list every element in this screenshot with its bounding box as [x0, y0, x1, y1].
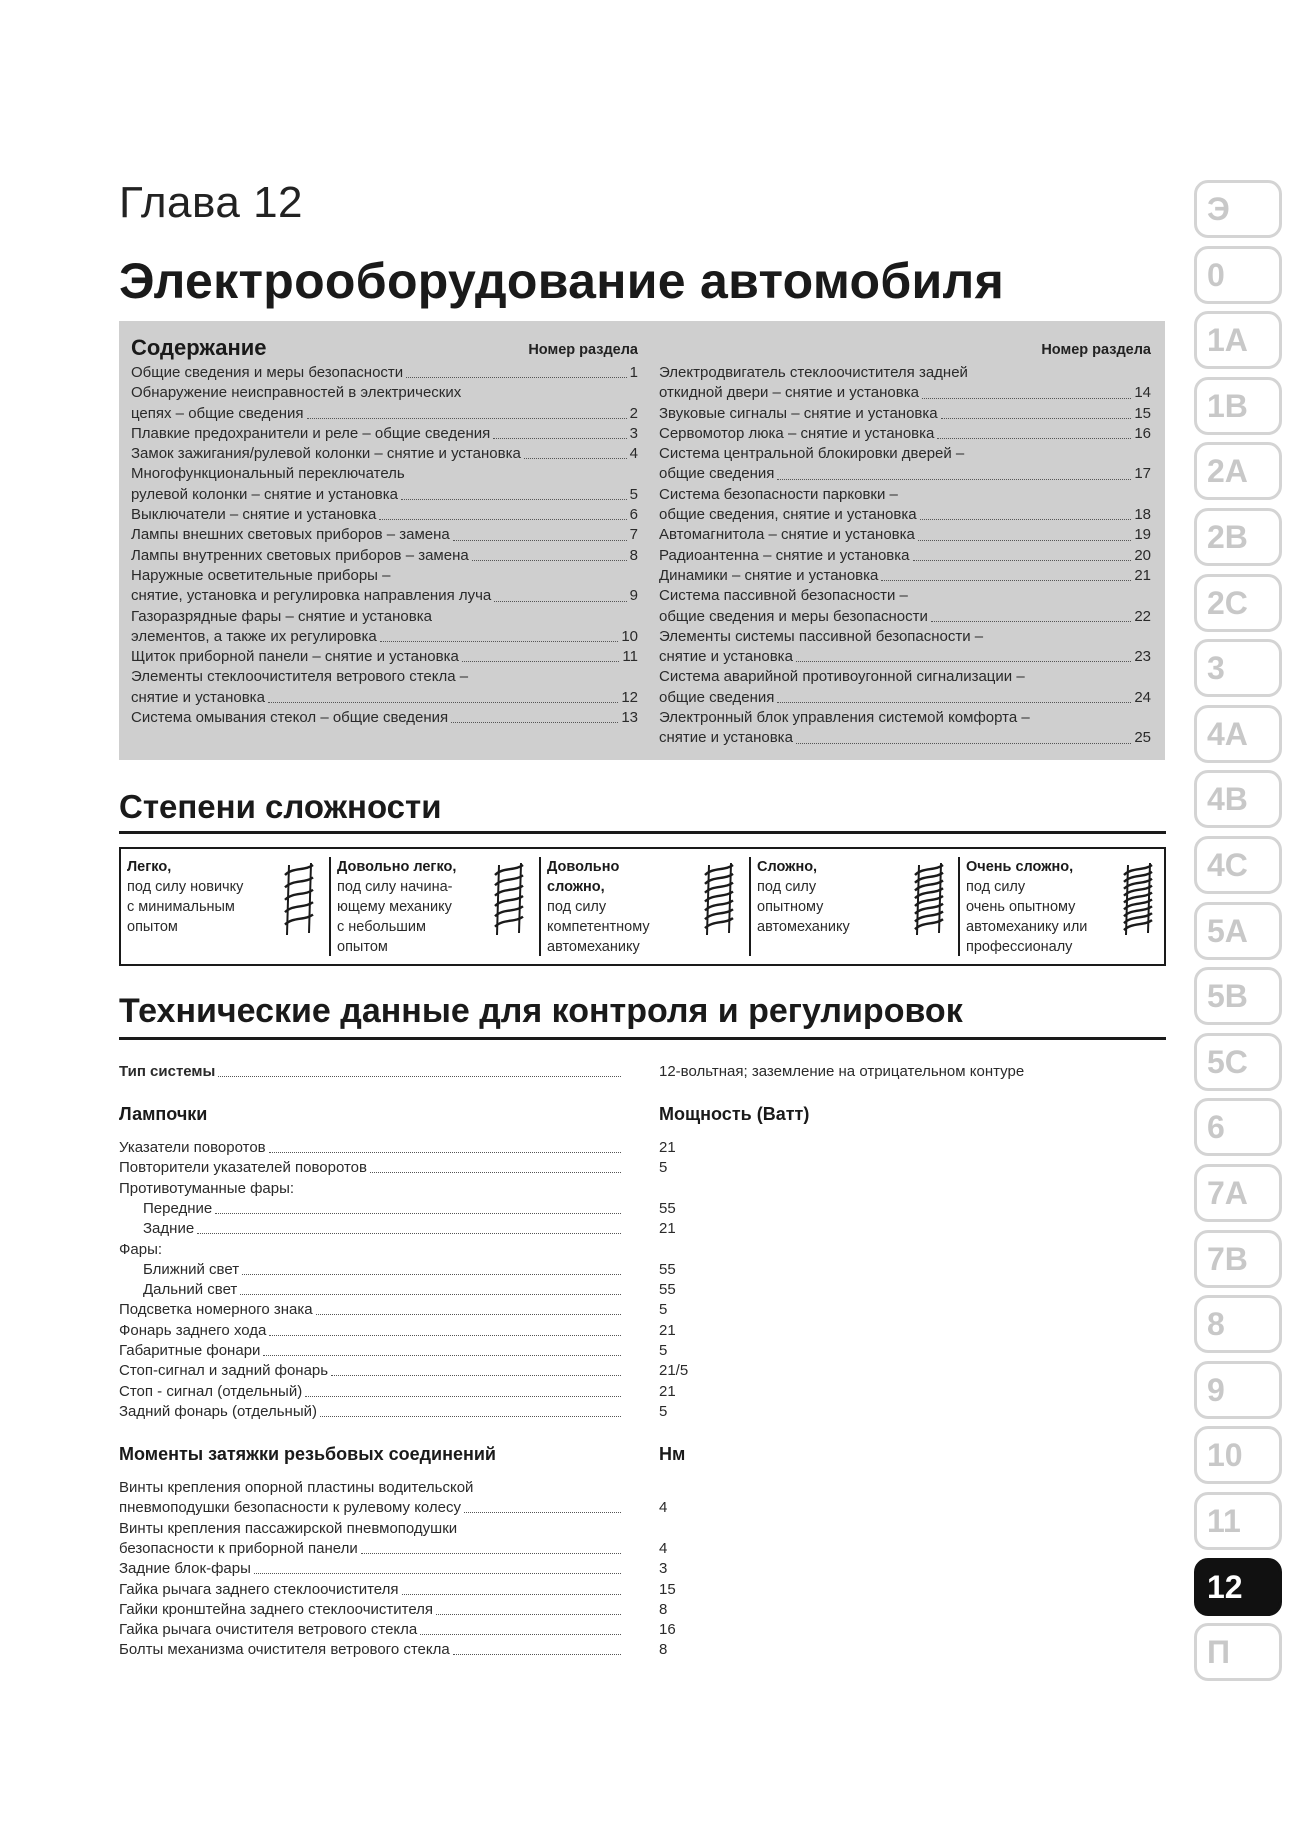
difficulty-description: опытному	[757, 899, 824, 915]
dot-leader	[402, 1580, 622, 1595]
dot-leader	[472, 546, 627, 561]
row-label-wrap	[119, 1138, 624, 1158]
contents-entry-number: 7	[629, 526, 638, 544]
row-value: 5	[659, 1301, 668, 1319]
spanner-coil-icon	[909, 861, 949, 939]
contents-entry-text: Система аварийной противоугонной сигнализации –	[659, 668, 1025, 686]
chapter-tab[interactable]: 3	[1194, 639, 1282, 697]
dot-leader	[401, 485, 627, 500]
chapter-label: Глава 12	[119, 178, 304, 227]
dot-leader	[269, 1321, 621, 1336]
row-value: 55	[659, 1260, 676, 1278]
row-value: 55	[659, 1199, 676, 1217]
row-label: Винты крепления опорной пластины водительской	[119, 1479, 474, 1496]
contents-entry-number: 16	[1134, 424, 1151, 442]
difficulty-description: ющему механику	[337, 899, 452, 915]
dot-leader	[937, 424, 1131, 439]
row-label: Задний фонарь (отдельный)	[119, 1402, 317, 1420]
difficulty-name: Довольно легко,	[337, 859, 457, 875]
difficulty-description: опытом	[127, 919, 178, 935]
difficulty-description: с минимальным	[127, 899, 235, 915]
contents-entry-text: Радиоантенна – снятие и установка	[659, 546, 910, 564]
row-value: 21	[659, 1321, 676, 1339]
contents-entry	[131, 708, 638, 728]
contents-entry-text: Общие сведения и меры безопасности	[131, 364, 404, 381]
contents-entry-number: 20	[1134, 546, 1151, 564]
difficulty-separator	[329, 857, 331, 956]
contents-entry	[659, 647, 1151, 667]
dot-leader	[464, 1498, 621, 1513]
dot-leader	[215, 1199, 621, 1214]
contents-entry-number: 4	[629, 445, 638, 463]
chapter-tab[interactable]: 10	[1194, 1426, 1282, 1484]
contents-column-label: Номер раздела	[1041, 342, 1151, 358]
contents-entry-text: рулевой колонки – снятие и установка	[131, 485, 398, 503]
dot-leader	[307, 404, 627, 419]
contents-entry-text: откидной двери – снятие и установка	[659, 384, 919, 402]
dot-leader	[269, 1138, 621, 1153]
contents-entry	[659, 525, 1151, 545]
row-label-wrap	[119, 1158, 624, 1178]
row-value: 4	[659, 1499, 668, 1517]
row-value: 21/5	[659, 1362, 689, 1380]
contents-entry	[659, 383, 1151, 403]
chapter-tab[interactable]: П	[1194, 1623, 1282, 1681]
row-label: Фары:	[119, 1240, 163, 1258]
row-label: Противотуманные фары:	[119, 1179, 295, 1197]
contents-entry-text: Звуковые сигналы – снятие и установка	[659, 404, 938, 422]
contents-entry-number: 19	[1134, 526, 1151, 544]
torque-value-heading: Нм	[659, 1444, 686, 1464]
contents-entry	[659, 404, 1151, 424]
row-label-wrap	[119, 1620, 624, 1640]
contents-entry-text: снятие, установка и регулировка направления луча	[131, 587, 492, 605]
contents-entry	[659, 464, 1151, 484]
dot-leader	[218, 1062, 621, 1077]
dot-leader	[451, 708, 618, 723]
dot-leader	[453, 1640, 621, 1655]
contents-entry-text: Автомагнитола – снятие и установка	[659, 526, 915, 544]
contents-entry-text: Элементы стеклоочистителя ветрового стекла –	[131, 668, 469, 686]
difficulty-description: автомеханику	[757, 919, 850, 935]
row-label-wrap	[119, 1640, 624, 1660]
dot-leader	[881, 566, 1131, 581]
contents-entry	[659, 627, 1151, 647]
bulbs-value-heading: Мощность (Ватт)	[659, 1104, 810, 1124]
contents-entry-text: Динамики – снятие и установка	[659, 566, 879, 584]
row-label: Подсветка номерного знака	[119, 1301, 313, 1319]
contents-entry	[131, 485, 638, 505]
contents-list-left	[131, 363, 638, 728]
contents-entry	[131, 566, 638, 586]
row-label-wrap	[119, 1219, 624, 1239]
contents-entry-text: Система пассивной безопасности –	[659, 587, 908, 605]
contents-entry-text: общие сведения, снятие и установка	[659, 506, 917, 524]
dot-leader	[436, 1600, 621, 1615]
row-value: 4	[659, 1539, 668, 1557]
contents-entry-text: Замок зажигания/рулевой колонки – снятие и установка	[131, 445, 521, 463]
contents-entry-text: Выключатели – снятие и установка	[131, 506, 377, 524]
difficulty-title: Степени сложности	[119, 788, 442, 825]
contents-entry-text: общие сведения и меры безопасности	[659, 607, 928, 625]
dot-leader	[406, 363, 626, 378]
dot-leader	[913, 546, 1132, 561]
row-label-wrap	[119, 1382, 624, 1402]
row-label: Стоп - сигнал (отдельный)	[119, 1382, 303, 1400]
bulbs-heading: Лампочки	[119, 1104, 208, 1124]
row-label-wrap	[119, 1300, 624, 1320]
contents-entry-number: 23	[1134, 648, 1151, 666]
row-value: 3	[659, 1560, 668, 1578]
difficulty-name: Очень сложно,	[966, 859, 1074, 875]
row-label-wrap	[119, 1240, 624, 1260]
row-label: Гайки кронштейна заднего стеклоочистителя	[119, 1600, 434, 1618]
contents-entry	[131, 444, 638, 464]
difficulty-description: автомеханику	[547, 939, 640, 955]
dot-leader	[263, 1341, 621, 1356]
row-label-wrap	[119, 1062, 624, 1082]
row-label-wrap	[119, 1600, 624, 1620]
difficulty-name: сложно,	[547, 879, 605, 895]
contents-entry-text: цепях – общие сведения	[131, 404, 304, 422]
row-value: 5	[659, 1342, 668, 1359]
row-label-wrap	[119, 1478, 624, 1498]
row-label: Передние	[143, 1199, 213, 1217]
chapter-tab[interactable]: 0	[1194, 246, 1282, 304]
chapter-tab[interactable]: 6	[1194, 1098, 1282, 1156]
row-label-wrap	[119, 1179, 624, 1199]
chapter-tab[interactable]: 5B	[1194, 967, 1282, 1025]
spanner-coil-icon	[489, 861, 529, 939]
row-label: Гайка рычага заднего стеклоочистителя	[119, 1580, 399, 1598]
dot-leader	[494, 586, 626, 601]
contents-entry	[131, 667, 638, 687]
contents-entry-text: снятие и установка	[131, 688, 265, 706]
spanner-coil-icon	[699, 861, 739, 939]
contents-entry	[659, 424, 1151, 444]
difficulty-description: под силу начина-	[337, 879, 453, 895]
row-label: Задние блок-фары	[119, 1560, 251, 1578]
contents-entry-text: Система омывания стекол – общие сведения	[131, 709, 449, 727]
row-label: Габаритные фонари	[119, 1342, 261, 1359]
row-label: Указатели поворотов	[119, 1139, 266, 1156]
difficulty-description: с небольшим	[337, 919, 426, 935]
difficulty-description: под силу	[757, 879, 817, 895]
contents-entry	[131, 464, 638, 484]
contents-entry	[659, 667, 1151, 687]
contents-list-right	[659, 363, 1151, 749]
contents-entry-number: 25	[1134, 729, 1151, 747]
contents-entry-number: 3	[629, 424, 638, 442]
row-label: Болты механизма очистителя ветрового стекла	[119, 1641, 450, 1659]
difficulty-level	[757, 857, 953, 957]
row-label: Гайка рычага очистителя ветрового стекла	[119, 1621, 418, 1639]
dot-leader	[197, 1219, 621, 1234]
contents-entry-text: Наружные осветительные приборы –	[131, 566, 391, 584]
row-label-wrap	[119, 1321, 624, 1341]
row-label: Задние	[143, 1220, 195, 1238]
row-value: 5	[659, 1402, 668, 1420]
contents-entry-number: 12	[621, 688, 638, 706]
contents-entry-number: 9	[629, 587, 638, 605]
chapter-tab[interactable]: 2A	[1194, 442, 1282, 500]
difficulty-separator	[749, 857, 751, 956]
contents-entry-text: Лампы внутренних световых приборов – замена	[131, 546, 469, 564]
contents-right-column	[659, 331, 1151, 749]
row-label-wrap	[119, 1580, 624, 1600]
contents-title: Содержание	[131, 335, 267, 360]
dot-leader	[920, 505, 1132, 520]
difficulty-description: под силу новичку	[127, 879, 244, 895]
dot-leader	[796, 647, 1131, 662]
dot-leader	[361, 1539, 621, 1554]
dot-leader	[941, 404, 1132, 419]
contents-entry-number: 24	[1134, 688, 1151, 706]
chapter-tab[interactable]: 11	[1194, 1492, 1282, 1550]
row-value: 15	[659, 1580, 676, 1598]
contents-entry	[659, 586, 1151, 606]
contents-entry	[659, 505, 1151, 525]
row-label: Фонарь заднего хода	[119, 1321, 267, 1339]
contents-entry	[131, 525, 638, 545]
difficulty-name: Сложно,	[757, 859, 818, 875]
dot-leader	[453, 525, 627, 540]
row-label: Ближний свет	[143, 1260, 240, 1278]
row-label: Стоп-сигнал и задний фонарь	[119, 1362, 329, 1380]
tech-rule	[119, 1037, 1166, 1040]
contents-entry	[131, 607, 638, 627]
chapter-tab[interactable]: 1B	[1194, 377, 1282, 435]
contents-entry-number: 1	[629, 364, 638, 381]
difficulty-level	[127, 857, 323, 957]
difficulty-description: под силу	[547, 899, 607, 915]
contents-entry	[131, 505, 638, 525]
contents-entry-text: Лампы внешних световых приборов – замена	[131, 526, 450, 544]
row-label: безопасности к приборной панели	[119, 1539, 358, 1557]
contents-entry-number: 14	[1134, 384, 1151, 402]
row-label-wrap	[119, 1199, 624, 1219]
dot-leader	[305, 1382, 621, 1397]
dot-leader	[462, 647, 620, 662]
difficulty-description: профессионалу	[966, 939, 1073, 955]
contents-entry	[659, 566, 1151, 586]
chapter-tab[interactable]: 9	[1194, 1361, 1282, 1419]
contents-entry	[131, 688, 638, 708]
row-label: Дальний свет	[143, 1281, 238, 1299]
difficulty-description: очень опытному	[966, 899, 1076, 915]
chapter-tab[interactable]: 4A	[1194, 705, 1282, 763]
dot-leader	[796, 728, 1131, 743]
contents-entry-text: Электродвигатель стеклоочистителя задней	[659, 364, 968, 381]
contents-entry-text: Многофункциональный переключатель	[131, 465, 405, 483]
contents-entry-number: 5	[629, 485, 638, 503]
contents-entry	[131, 424, 638, 444]
row-value: 55	[659, 1281, 676, 1299]
contents-entry-text: Газоразрядные фары – снятие и установка	[131, 607, 432, 625]
contents-entry-number: 17	[1134, 465, 1151, 483]
difficulty-level	[547, 857, 743, 957]
row-label-wrap	[119, 1402, 624, 1422]
contents-entry-number: 13	[621, 709, 638, 727]
difficulty-description: компетентному	[547, 919, 650, 935]
row-label: Тип системы	[119, 1063, 216, 1080]
contents-entry	[131, 383, 638, 403]
dot-leader	[493, 424, 626, 439]
tech-title: Технические данные для контроля и регулировок	[119, 992, 963, 1030]
dot-leader	[777, 688, 1131, 703]
row-value: 21	[659, 1220, 676, 1238]
contents-entry	[131, 627, 638, 647]
dot-leader	[931, 607, 1131, 622]
torque-heading: Моменты затяжки резьбовых соединений	[119, 1444, 496, 1464]
difficulty-name: Довольно	[547, 859, 620, 875]
row-label-wrap	[119, 1361, 624, 1381]
row-label-wrap	[119, 1498, 624, 1518]
chapter-tab[interactable]: 7A	[1194, 1164, 1282, 1222]
contents-entry	[659, 688, 1151, 708]
dot-leader	[254, 1559, 621, 1574]
contents-entry-number: 21	[1134, 566, 1151, 584]
difficulty-name: Легко,	[127, 859, 172, 875]
contents-entry	[659, 728, 1151, 748]
contents-entry	[131, 363, 638, 383]
contents-box	[119, 321, 1165, 760]
contents-entry-text: снятие и установка	[659, 648, 793, 666]
row-value: 8	[659, 1641, 668, 1659]
contents-entry-number: 15	[1134, 404, 1151, 422]
contents-entry-number: 11	[622, 648, 638, 666]
row-label-wrap	[119, 1559, 624, 1579]
contents-entry-number: 2	[629, 404, 638, 422]
contents-entry-text: Сервомотор люка – снятие и установка	[659, 424, 935, 442]
contents-entry	[659, 444, 1151, 464]
row-value: 21	[659, 1382, 676, 1400]
dot-leader	[268, 688, 618, 703]
dot-leader	[316, 1300, 621, 1315]
difficulty-level	[337, 857, 533, 957]
contents-entry-number: 8	[629, 546, 638, 564]
contents-entry	[659, 607, 1151, 627]
row-label-wrap	[119, 1280, 624, 1300]
dot-leader	[331, 1361, 621, 1376]
dot-leader	[777, 464, 1131, 479]
difficulty-level	[966, 857, 1162, 957]
difficulty-separator	[539, 857, 541, 956]
row-value: 5	[659, 1159, 668, 1177]
contents-entry-number: 18	[1134, 506, 1151, 524]
dot-leader	[380, 627, 619, 642]
contents-entry-text: общие сведения	[659, 465, 775, 483]
row-label-wrap	[119, 1519, 624, 1539]
chapter-tab[interactable]: Э	[1194, 180, 1282, 238]
chapter-tab[interactable]: 4C	[1194, 836, 1282, 894]
chapter-tab[interactable]: 5C	[1194, 1033, 1282, 1091]
row-value: 8	[659, 1600, 668, 1618]
contents-entry-text: Система центральной блокировки дверей –	[659, 445, 965, 463]
contents-entry	[131, 546, 638, 566]
row-value: 16	[659, 1621, 676, 1639]
row-label-wrap	[119, 1341, 624, 1361]
contents-entry-text: Электронный блок управления системой комфорта –	[659, 709, 1030, 727]
chapter-tab[interactable]: 12	[1194, 1558, 1282, 1616]
spanner-coil-icon	[1118, 861, 1158, 939]
chapter-tab[interactable]: 5A	[1194, 902, 1282, 960]
contents-entry	[131, 404, 638, 424]
dot-leader	[242, 1260, 621, 1275]
contents-entry-text: Обнаружение неисправностей в электрических	[131, 384, 462, 402]
row-label: Повторители указателей поворотов	[119, 1159, 367, 1177]
dot-leader	[240, 1280, 621, 1295]
dot-leader	[370, 1158, 621, 1173]
row-label-wrap	[119, 1260, 624, 1280]
chapter-tab[interactable]: 8	[1194, 1295, 1282, 1353]
contents-entry-text: Элементы системы пассивной безопасности –	[659, 627, 984, 645]
chapter-tab[interactable]: 2B	[1194, 508, 1282, 566]
contents-entry-text: снятие и установка	[659, 729, 793, 747]
dot-leader	[320, 1402, 621, 1417]
contents-entry-text: Система безопасности парковки –	[659, 485, 898, 503]
contents-entry	[659, 363, 1151, 383]
row-value: 12-вольтная; заземление на отрицательном контуре	[659, 1063, 1025, 1080]
chapter-tab[interactable]: 2C	[1194, 574, 1282, 632]
dot-leader	[420, 1620, 621, 1635]
difficulty-rule	[119, 831, 1166, 834]
dot-leader	[524, 444, 627, 459]
difficulty-description: опытом	[337, 939, 388, 955]
difficulty-separator	[958, 857, 960, 956]
dot-leader	[379, 505, 626, 520]
contents-entry	[659, 708, 1151, 728]
contents-entry	[659, 546, 1151, 566]
chapter-tab[interactable]: 4B	[1194, 770, 1282, 828]
contents-entry	[131, 647, 638, 667]
dot-leader	[922, 383, 1131, 398]
chapter-title: Электрооборудование автомобиля	[119, 253, 1005, 309]
contents-entry-text: общие сведения	[659, 688, 775, 706]
row-label: Винты крепления пассажирской пневмоподушки	[119, 1519, 458, 1537]
contents-left-column	[131, 331, 638, 728]
contents-entry-number: 6	[629, 506, 638, 524]
difficulty-description: автомеханику или	[966, 919, 1088, 935]
contents-entry	[131, 586, 638, 606]
chapter-tab[interactable]: 7B	[1194, 1230, 1282, 1288]
difficulty-scale	[119, 847, 1166, 966]
row-label-wrap	[119, 1539, 624, 1559]
contents-entry-text: элементов, а также их регулировка	[131, 627, 377, 645]
chapter-tab[interactable]: 1A	[1194, 311, 1282, 369]
dot-leader	[918, 525, 1131, 540]
row-label: пневмоподушки безопасности к рулевому колесу	[119, 1499, 462, 1517]
contents-column-label: Номер раздела	[528, 342, 638, 358]
row-value: 21	[659, 1139, 676, 1156]
contents-entry-number: 22	[1134, 607, 1151, 625]
difficulty-description: под силу	[966, 879, 1026, 895]
spanner-coil-icon	[279, 861, 319, 939]
contents-entry-text: Плавкие предохранители и реле – общие сведения	[131, 424, 491, 442]
contents-entry-text: Щиток приборной панели – снятие и установка	[131, 648, 459, 666]
contents-entry-number: 10	[621, 627, 638, 645]
contents-entry	[659, 485, 1151, 505]
